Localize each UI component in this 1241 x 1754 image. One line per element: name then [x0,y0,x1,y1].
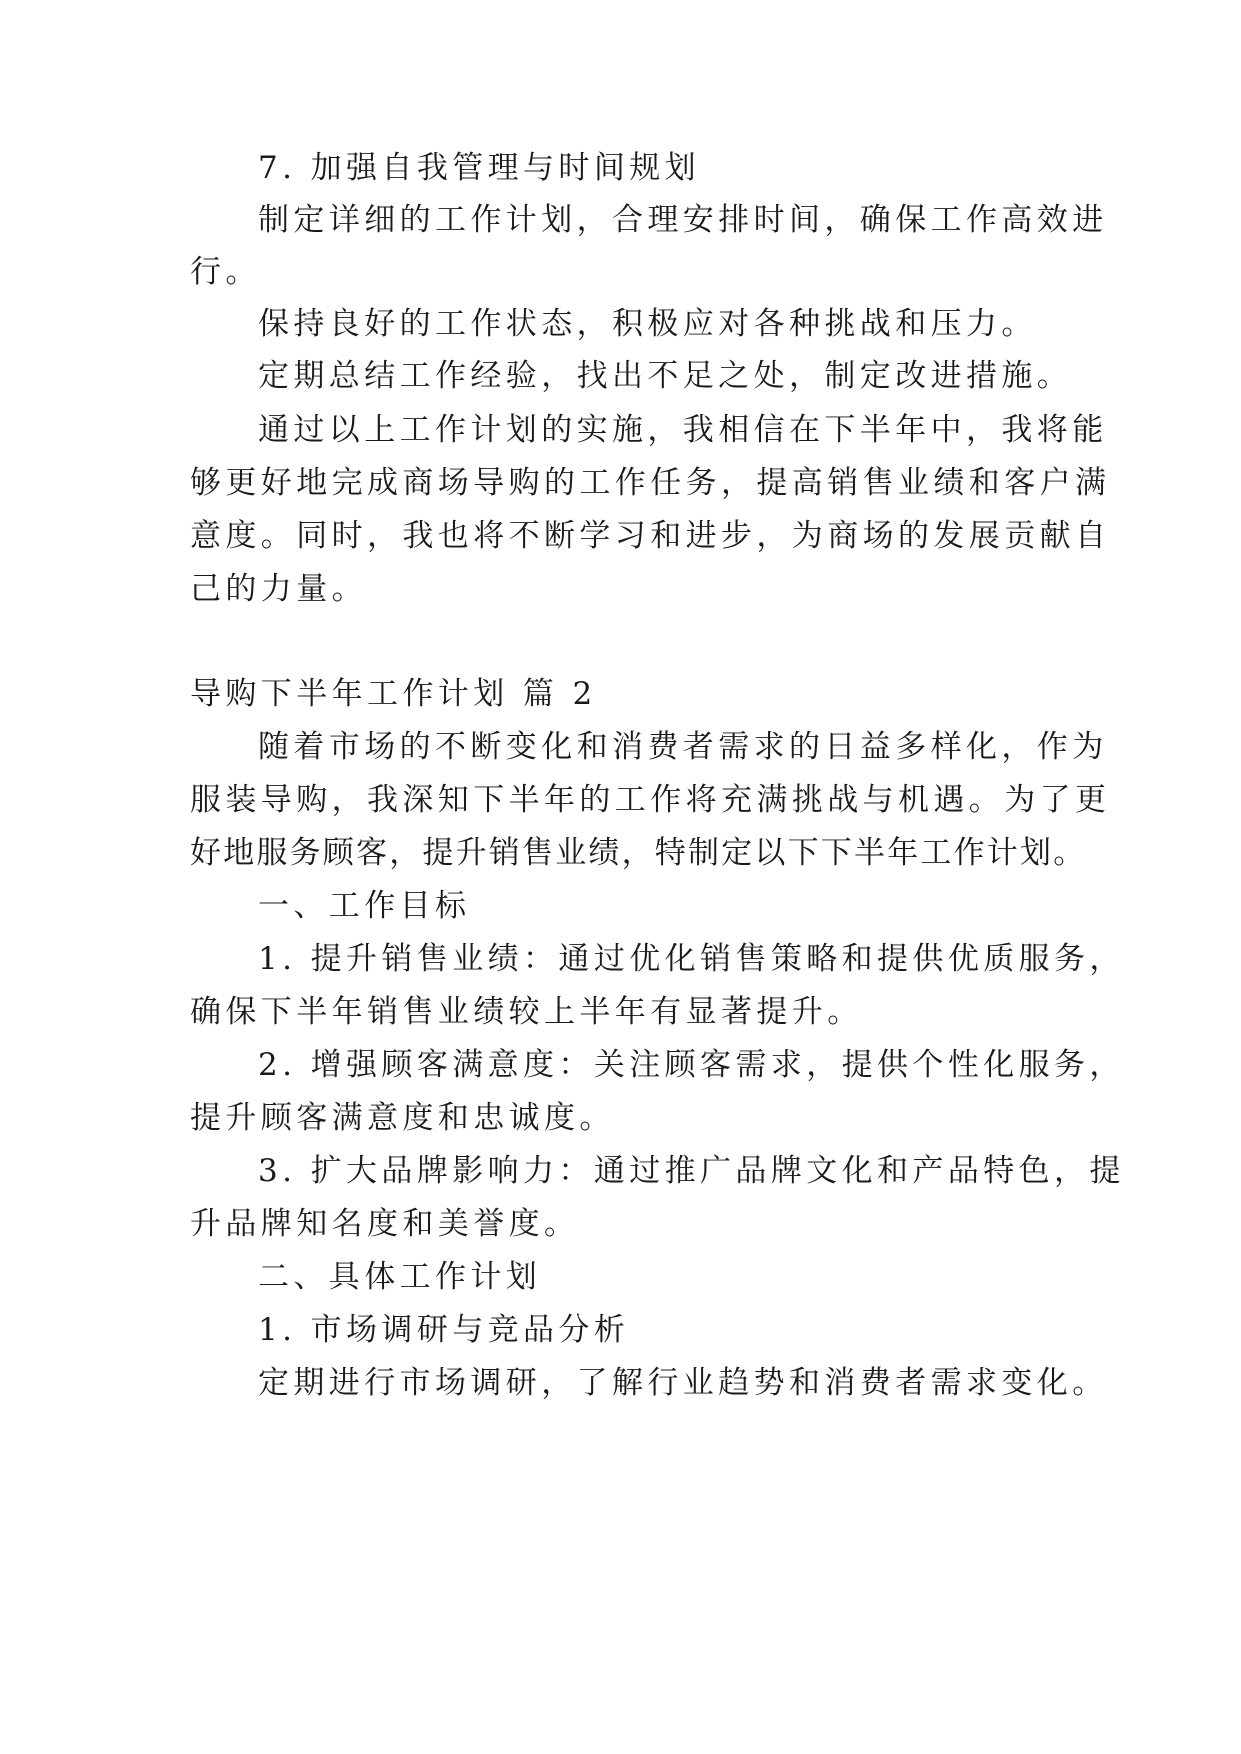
paragraph-line: 制定详细的工作计划，合理安排时间，确保工作高效进 [258,202,1108,238]
subheading-7: 7. 加强自我管理与时间规划 [258,150,701,186]
paragraph-line: 随着市场的不断变化和消费者需求的日益多样化，作为 [258,729,1108,765]
section-title: 导购下半年工作计划 篇 2 [190,676,597,712]
paragraph-line: 服装导购，我深知下半年的工作将充满挑战与机遇。为了更 [190,782,1111,818]
paragraph-line: 确保下半年销售业绩较上半年有显著提升。 [190,994,863,1030]
paragraph-line: 定期进行市场调研，了解行业趋势和消费者需求变化。 [258,1365,1108,1401]
subheading-goals: 一、工作目标 [258,888,471,924]
paragraph-line: 好地服务顾客，提升销售业绩，特制定以下下半年工作计划。 [190,835,1087,871]
subheading-plan: 二、具体工作计划 [258,1259,542,1295]
paragraph-line: 意度。同时，我也将不断学习和进步，为商场的发展贡献自 [190,518,1111,554]
paragraph-line: 定期总结工作经验，找出不足之处，制定改进措施。 [258,358,1073,394]
paragraph-line: 提升顾客满意度和忠诚度。 [190,1100,615,1136]
paragraph-line: 够更好地完成商场导购的工作任务，提高销售业绩和客户满 [190,465,1111,501]
paragraph-line: 己的力量。 [190,571,367,607]
paragraph-line: 1. 提升销售业绩：通过优化销售策略和提供优质服务， [258,941,1125,977]
paragraph-line: 通过以上工作计划的实施，我相信在下半年中，我将能 [258,412,1108,448]
paragraph-line: 保持良好的工作状态，积极应对各种挑战和压力。 [258,306,1037,342]
paragraph-line: 升品牌知名度和美誉度。 [190,1206,580,1242]
paragraph-line: 行。 [190,254,261,290]
paragraph-line: 3. 扩大品牌影响力：通过推广品牌文化和产品特色，提 [258,1153,1125,1189]
subheading-plan-1: 1. 市场调研与竞品分析 [258,1312,630,1348]
paragraph-line: 2. 增强顾客满意度：关注顾客需求，提供个性化服务， [258,1047,1125,1083]
